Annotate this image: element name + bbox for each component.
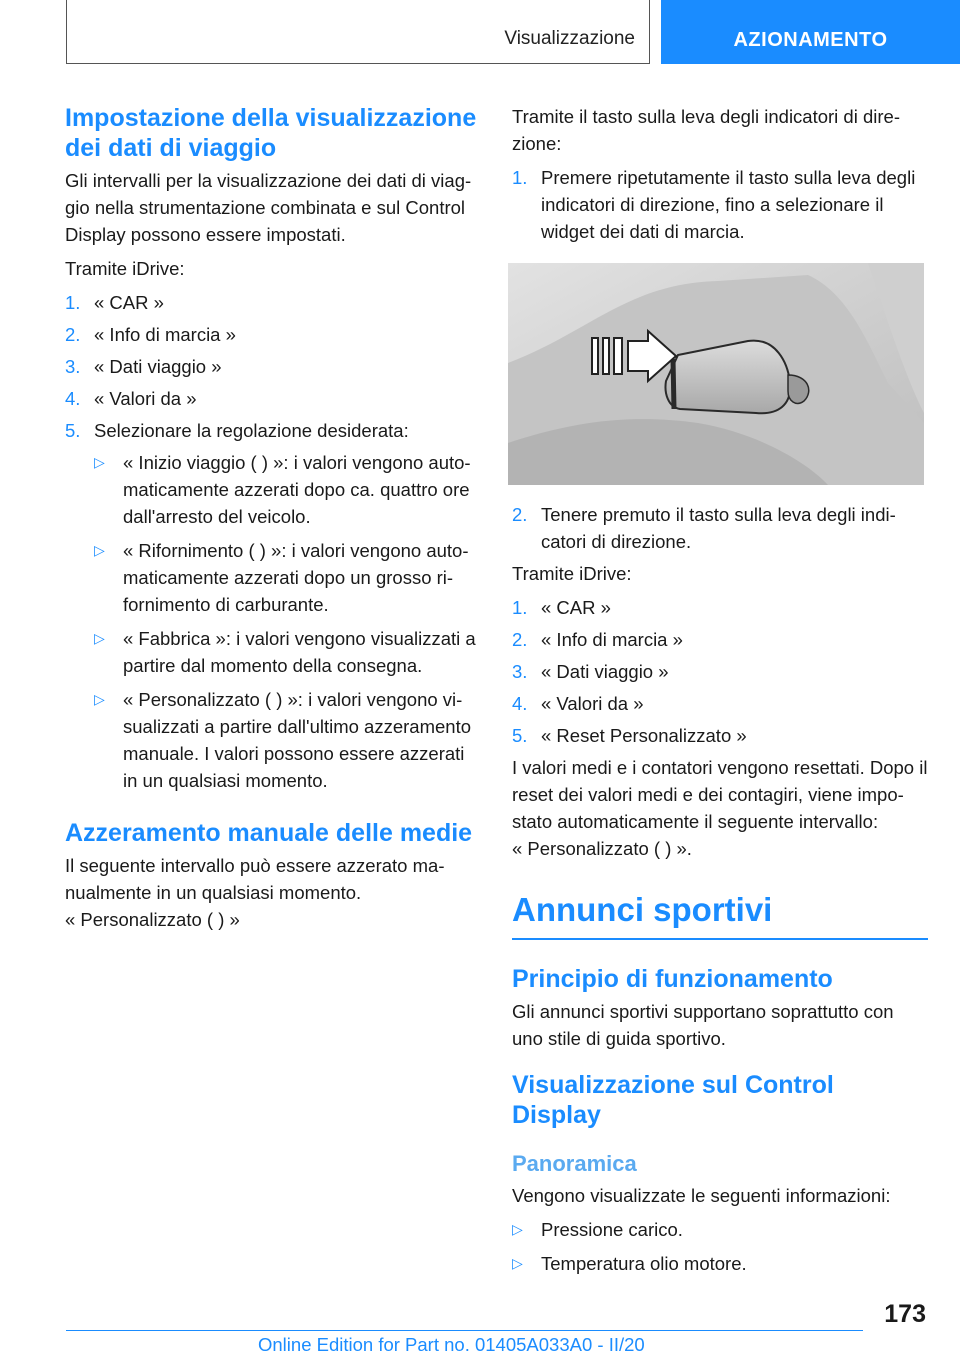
- paragraph: Tramite iDrive:: [65, 258, 185, 279]
- list-item: [512, 658, 928, 685]
- header-chapter-title: AZIONAMENTO: [733, 28, 888, 51]
- list-item: [65, 417, 481, 444]
- list-item: [512, 722, 928, 749]
- chapter-title-sport-displays: Annunci sportivi: [512, 890, 928, 940]
- lever-drawing: [508, 263, 924, 485]
- list-text: « Reset Personalizzato »: [541, 725, 747, 746]
- numbered-list: [65, 289, 481, 444]
- list-item: [512, 1216, 928, 1243]
- footer-divider: [66, 1330, 863, 1331]
- list-text: « CAR »: [541, 597, 611, 618]
- list-item: [65, 353, 481, 380]
- list-item: [512, 626, 928, 653]
- list-text: Tenere premuto il tasto sulla leva degli indicatori di direzione.: [541, 504, 896, 552]
- header-section-box: [66, 0, 650, 64]
- header-section-title: Visualizzazione: [504, 28, 635, 49]
- subsection-title-overview: Panoramica: [512, 1151, 637, 1176]
- paragraph: Tramite iDrive:: [512, 563, 632, 584]
- header-chapter-box: [661, 0, 960, 64]
- list-item: [512, 501, 928, 555]
- list-text: « Info di marcia »: [94, 324, 236, 345]
- list-text: « Rifornimento ( ) »: i valori vengono automaticamente azzerati dopo un grosso rifornimento di carburante.: [123, 540, 469, 615]
- list-item: [512, 690, 928, 717]
- list-text: « Inizio viaggio ( ) »: i valori vengono automaticamente azzerati dopo ca. quattro ore dall'arresto del veicolo.: [123, 452, 471, 527]
- paragraph: Vengono visualizzate le seguenti informazioni:: [512, 1185, 891, 1206]
- paragraph: I valori medi e i contatori vengono resettati. Dopo il reset dei valori medi e dei contagiri, viene impostato automaticamente il seguente intervallo:: [512, 757, 928, 832]
- list-number: 5.: [512, 725, 528, 746]
- section-title-principle: Principio di funzionamento: [512, 965, 833, 993]
- list-item: [512, 594, 928, 621]
- bullet-list: [94, 449, 481, 794]
- list-number: 1.: [65, 292, 81, 313]
- paragraph: Gli intervalli per la visualizzazione dei dati di viaggio nella strumentazione combinata e sul Control Display possono essere impostati.: [65, 170, 472, 245]
- list-text: « Personalizzato ( ) »: i valori vengono visualizzati a partire dall'ultimo azzeramento manuale. I valori possono essere azzerati in un qualsiasi momento.: [123, 689, 471, 791]
- paragraph: « Personalizzato ( ) »: [65, 909, 240, 930]
- triangle-bullet-icon: ▷: [94, 691, 105, 707]
- numbered-list: [512, 594, 928, 749]
- turn-signal-lever-illustration: [508, 263, 924, 485]
- list-item: [65, 289, 481, 316]
- paragraph: Gli annunci sportivi supportano soprattutto con uno stile di guida sportivo.: [512, 1001, 894, 1049]
- footer-edition-text: Online Edition for Part no. 01405A033A0 - II/20: [258, 1334, 645, 1355]
- list-item: [94, 537, 481, 618]
- list-text: « Dati viaggio »: [94, 356, 222, 377]
- section-title-manual-reset: Azzeramento manuale delle medie: [65, 819, 473, 847]
- paragraph: Tramite il tasto sulla leva degli indicatori di direzione:: [512, 106, 900, 154]
- list-text: Selezionare la regolazione desiderata:: [94, 420, 409, 441]
- list-item: [512, 164, 928, 245]
- triangle-bullet-icon: ▷: [94, 542, 105, 558]
- section-title-control-display: Visualizzazione sul Control Display: [512, 1071, 834, 1129]
- list-text: Temperatura olio motore.: [541, 1253, 747, 1274]
- bullet-list: [512, 1216, 928, 1277]
- left-column: [65, 103, 481, 940]
- list-number: 3.: [65, 356, 81, 377]
- triangle-bullet-icon: ▷: [512, 1221, 523, 1237]
- right-column: [512, 103, 928, 1284]
- list-text: « Dati viaggio »: [541, 661, 669, 682]
- list-item: [94, 686, 481, 794]
- triangle-bullet-icon: ▷: [94, 630, 105, 646]
- list-item: [94, 625, 481, 679]
- list-item: [512, 1250, 928, 1277]
- list-number: 3.: [512, 661, 528, 682]
- list-number: 2.: [512, 504, 528, 525]
- triangle-bullet-icon: ▷: [94, 454, 105, 470]
- list-number: 4.: [512, 693, 528, 714]
- list-number: 2.: [512, 629, 528, 650]
- triangle-bullet-icon: ▷: [512, 1255, 523, 1271]
- section-title-trip-data-display: Impostazione della visualizzazione dei dati di viaggio: [65, 104, 477, 162]
- list-number: 4.: [65, 388, 81, 409]
- list-number: 2.: [65, 324, 81, 345]
- list-item: [94, 449, 481, 530]
- list-number: 1.: [512, 167, 528, 188]
- list-text: « Valori da »: [94, 388, 197, 409]
- list-item: [65, 385, 481, 412]
- page-number: 173: [884, 1300, 926, 1328]
- list-text: Premere ripetutamente il tasto sulla leva degli indicatori di direzione, fino a selezionare il widget dei dati di marcia.: [541, 167, 916, 242]
- paragraph: « Personalizzato ( ) ».: [512, 838, 692, 859]
- list-number: 1.: [512, 597, 528, 618]
- list-text: « Valori da »: [541, 693, 644, 714]
- list-text: « Info di marcia »: [541, 629, 683, 650]
- list-text: « CAR »: [94, 292, 164, 313]
- list-text: Pressione carico.: [541, 1219, 683, 1240]
- list-text: « Fabbrica »: i valori vengono visualizzati a partire dal momento della consegna.: [123, 628, 476, 676]
- paragraph: Il seguente intervallo può essere azzerato manualmente in un qualsiasi momento.: [65, 855, 445, 903]
- list-number: 5.: [65, 420, 81, 441]
- list-item: [65, 321, 481, 348]
